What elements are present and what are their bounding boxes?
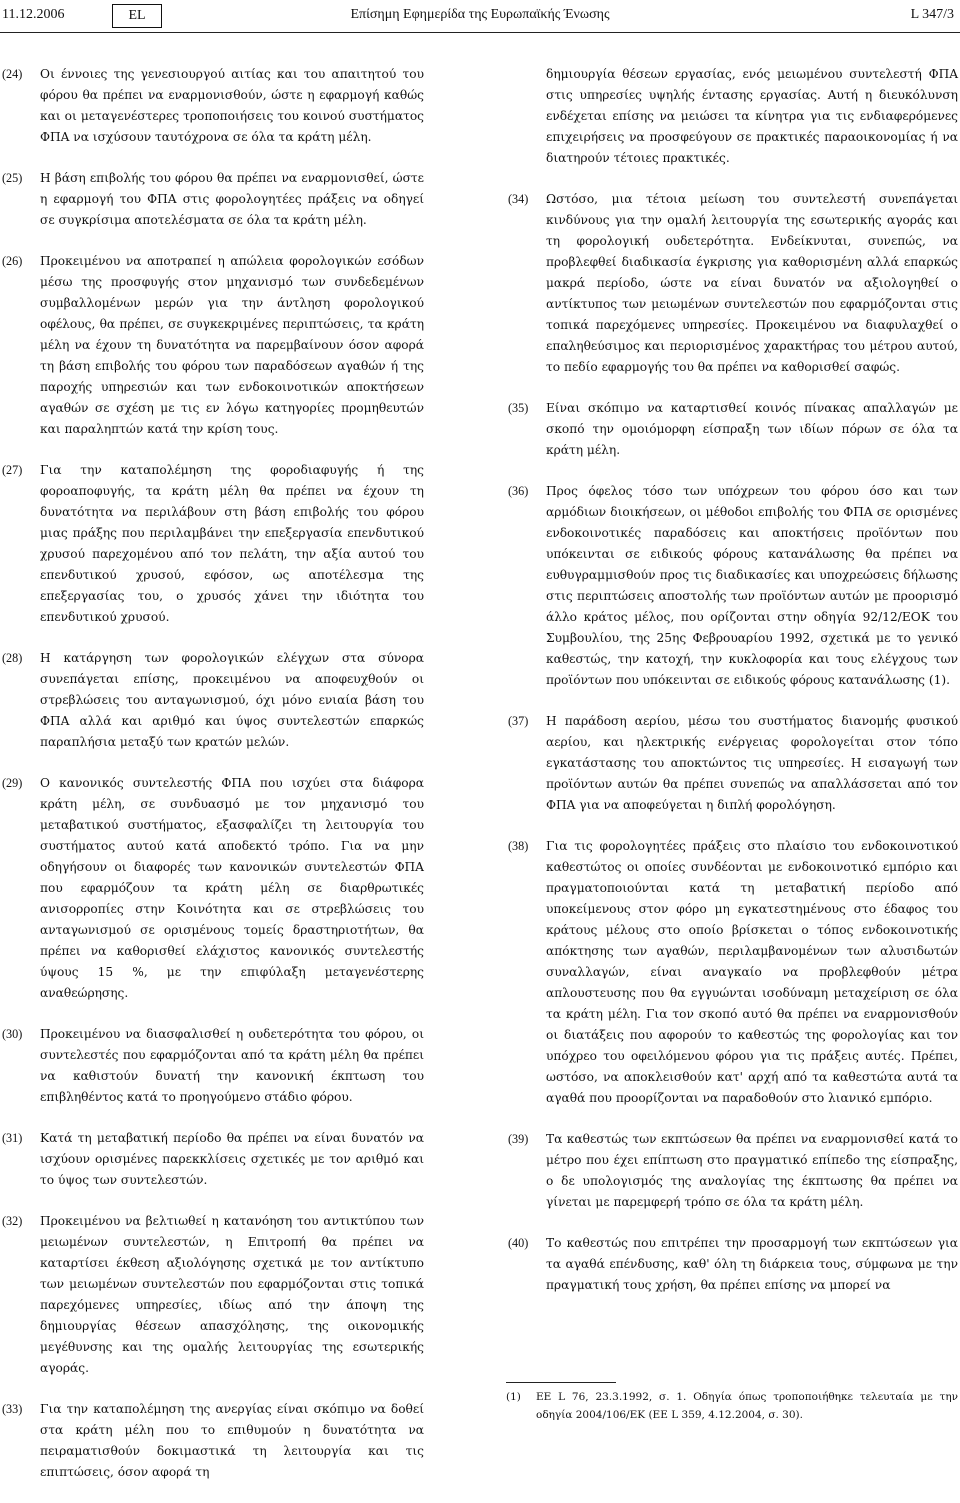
page-number: L 347/3: [910, 7, 954, 22]
recital-text: Η βάση επιβολής του φόρου θα πρέπει να εναρμονισθεί, ώστε η εφαρμογή του ΦΠΑ στις φορολογητέες πράξεις να οδηγεί σε συγκρίσιμα αποτελέσματα σε όλα τα κράτη μέλη.: [40, 171, 424, 227]
recital-text: Για την καταπολέμηση της ανεργίας είναι σκόπιμο να δοθεί στα κράτη μέλη που το επιθυμούν η δυνατότητα να πειραματισθούν δοκιμαστικά τη λειτουργία και τις επιπτώσεις, όσον αφορά τη: [40, 1402, 424, 1479]
recital-text: Το καθεστώς που επιτρέπει την προσαρμογή των εκπτώσεων για τα αγαθά επένδυσης, καθ' όλη τη διάρκεια τους, σύμφωνα με την πραγματική τους χρήση, θα πρέπει επίσης να μπορεί να: [546, 1236, 958, 1292]
recital-text: Η κατάργηση των φορολογικών ελέγχων στα σύνορα συνεπάγεται επίσης, προκειμένου να αποφευχθούν οι στρεβλώσεις του ανταγωνισμού, όχι μόνο ενιαία βάση του ΦΠΑ αλλά και αριθμό και ύψος συντελεστών επαρκώς παραπλήσια μεταξύ των κρατών μελών.: [40, 651, 424, 749]
recital: [0, 460, 424, 628]
recital: [0, 1024, 424, 1108]
recital: [506, 189, 958, 378]
footnote: [506, 1388, 958, 1424]
recital: [0, 1211, 424, 1379]
recital-number: (29): [2, 776, 23, 790]
recital-number: (33): [2, 1402, 23, 1416]
recital: [506, 1129, 958, 1213]
recital-number: (32): [2, 1214, 23, 1228]
recital-number: (36): [508, 484, 529, 498]
recital-text: Προκειμένου να αποτραπεί η απώλεια φορολογικών εσόδων μέσω της προσφυγής στον μηχανισμό των συνδεδεμένων συμβαλλομένων μερών για την άντληση φορολογικού οφέλους, θα πρέπει, σε συγκεκριμένες περιπτώσεις, τα κράτη μέλη να έχουν τη δυνατότητα να παρεμβαίνουν όσον αφορά τη βάση επιβολής του φόρου των παραδόσεων αγαθών ή της παροχής υπηρεσιών και των ενδοκοινοτικών αποκτήσεων αγαθών σε σχέση με τις εν λόγω κατηγορίες προμηθευτών και παραληπτών κατά την κρίση τους.: [40, 254, 424, 436]
journal-title: Επίσημη Εφημερίδα της Ευρωπαϊκής Ένωσης: [350, 7, 610, 22]
recital: [0, 773, 424, 1004]
recital: [0, 251, 424, 440]
recital-number: (37): [508, 714, 529, 728]
recital-text: Προκειμένου να διασφαλισθεί η ουδετερότητα του φόρου, οι συντελεστές που εφαρμόζονται από τα κράτη μέλη θα πρέπει να καθιστούν δυνατή την κανονική έκπτωση του επιβληθέντος κατά το προηγούμενο στάδιο φόρου.: [40, 1027, 424, 1104]
recital: [0, 168, 424, 231]
recital: [0, 648, 424, 753]
recital-text: Η παράδοση αερίου, μέσω του συστήματος διανομής φυσικού αερίου, και ηλεκτρικής ενέργειας φορολογείται στον τόπο εγκατάστασης του αποκτώντος τις υπηρεσίες. Η εισαγωγή των προϊόντων αυτών θα πρέπει συνεπώς να απαλλάσσεται από τον ΦΠΑ για να αποφεύγεται η διπλή φορολόγηση.: [546, 714, 958, 812]
publication-date: 11.12.2006: [2, 7, 65, 22]
recital-text: Κατά τη μεταβατική περίοδο θα πρέπει να είναι δυνατόν να ισχύουν ορισμένες παρεκκλίσεις σχετικές με τον αριθμό και το ύψος των συντελεστών.: [40, 1131, 424, 1187]
recital-text: Οι έννοιες της γενεσιουργού αιτίας και του απαιτητού του φόρου θα πρέπει να εναρμονισθούν, ώστε η εφαρμογή καθώς και οι μεταγενέστερες τροποποιήσεις του κοινού συστήματος ΦΠΑ να ισχύσουν ταυτόχρονα σε όλα τα κράτη μέλη.: [40, 67, 424, 144]
recital-number: (34): [508, 192, 529, 206]
recital: [0, 64, 424, 148]
recital-number: (24): [2, 67, 23, 81]
recital-text: Ο κανονικός συντελεστής ΦΠΑ που ισχύει στα διάφορα κράτη μέλη, σε συνδυασμό με τον μηχανισμό του μεταβατικού συστήματος, εξασφαλίζει τη λειτουργία του συστήματος αυτού κατά αποδεκτό τρόπο. Για να μην οδηγήσουν οι διαφορές των κανονικών συντελεστών ΦΠΑ που εφαρμόζουν τα κράτη μέλη σε διαρθρωτικές ανισορροπίες στην Κοινότητα και σε στρεβλώσεις του ανταγωνισμού σε ορισμένους τομείς δραστηριοτήτων, θα πρέπει να καθορισθεί ελάχιστος κανονικός συντελεστής ύψους 15 %, με την επιφύλαξη μεταγενέστερης αναθεώρησης.: [40, 776, 424, 1000]
recital: [506, 836, 958, 1109]
recital-text: Είναι σκόπιμο να καταρτισθεί κοινός πίνακας απαλλαγών με σκοπό την ομοιόμορφη είσπραξη των ιδίων πόρων σε όλα τα κράτη μέλη.: [546, 401, 958, 457]
recital-number: (28): [2, 651, 23, 665]
recital-text: Για τις φορολογητέες πράξεις στο πλαίσιο του ενδοκοινοτικού καθεστώτος οι οποίες συνδέονται με ενδοκοινοτικό εμπόριο και πραγματοποιούνται κατά τη μεταβατική περίοδο από υποκείμενους στον φόρο μη εγκατεστημένους στο έδαφος του κράτους μέλους στο οποίο βρίσκεται ο τόπος ενδοκοινοτικής απόκτησης των αγαθών, περιλαμβανομένων των αλυσιδωτών συναλλαγών, είναι αναγκαίο να προβλεφθούν μέτρα απλουστευσης που θα εγγυώνται ισοδύναμη μεταχείριση σε όλα τα κράτη μέλη. Για τον σκοπό αυτό θα πρέπει να εναρμονισθούν οι διατάξεις που αφορούν το καθεστώς της φορολογίας και τον υπόχρεο του οφειλόμενου φόρου για τις πράξεις αυτές. Πρέπει, ωστόσο, να αποκλεισθούν κατ' αρχή από τα καθεστώτα αυτά τα αγαθά που προορίζονται να παραδοθούν στο λιανικό εμπόριο.: [546, 839, 958, 1105]
recital-number: (40): [508, 1236, 529, 1250]
recital-number: (35): [508, 401, 529, 415]
footnote-rule: [506, 1382, 616, 1383]
recital-number: (25): [2, 171, 23, 185]
recital: [506, 1233, 958, 1296]
left-column: [0, 64, 424, 1503]
recital: [506, 481, 958, 691]
recital-text: Προκειμένου να βελτιωθεί η κατανόηση του αντικτύπου των μειωμένων συντελεστών, η Επιτροπή θα πρέπει να καταρτίσει έκθεση αξιολόγησης σχετικά με τον αντίκτυπο των μειωμένων συντελεστών που εφαρμόζονται στις τοπικά παρεχόμενες υπηρεσίες, ιδίως από την άποψη της δημιουργίας θέσεων απασχόλησης, της οικονομικής μεγέθυνσης και της ομαλής λειτουργίας της εσωτερικής αγοράς.: [40, 1214, 424, 1375]
footnote-text: ΕΕ L 76, 23.3.1992, σ. 1. Οδηγία όπως τροποποιήθηκε τελευταία με την οδηγία 2004/106/ΕΚ (ΕΕ L 359, 4.12.2004, σ. 30).: [536, 1391, 958, 1421]
recital-number: (39): [508, 1132, 529, 1146]
page-header: [0, 0, 960, 40]
header-rule: [0, 32, 960, 33]
recital: [0, 1399, 424, 1483]
right-column: [506, 64, 958, 1316]
recital: [506, 398, 958, 461]
recital-number: (38): [508, 839, 529, 853]
recital: [506, 711, 958, 816]
recital-number: (31): [2, 1131, 23, 1145]
language-badge: EL: [112, 4, 162, 28]
recital-text: Για την καταπολέμηση της φοροδιαφυγής ή της φοροαποφυγής, τα κράτη μέλη θα πρέπει να έχουν τη δυνατότητα να περιλάβουν στη βάση επιβολής του φόρου μιας πράξης που περιλαμβάνει την επεξεργασία επενδυτικού χρυσού παρεχομένου από τον πελάτη, την αξία αυτού του επενδυτικού χρυσού, εφόσον, ως αποτέλεσμα της επεξεργασίας του, ο χρυσός χάνει την ιδιότητα του επενδυτικού χρυσού.: [40, 463, 424, 624]
recital-number: (26): [2, 254, 23, 268]
recital-text: Ωστόσο, μια τέτοια μείωση του συντελεστή συνεπάγεται κινδύνους για την ομαλή λειτουργία της εσωτερικής αγοράς και τη φορολογική ουδετερότητα. Ενδείκνυται, συνεπώς, να προβλεφθεί διαδικασία έγκρισης για καθορισμένη αλλά επαρκώς μακρά περίοδο, ώστε να είναι δυνατόν να αξιολογηθεί ο αντίκτυπος των μειωμένων συντελεστών που εφαρμόζονται στις τοπικά παρεχόμενες υπηρεσίες. Προκειμένου να διαφυλαχθεί ο επαληθεύσιμος και περιορισμένος χαρακτήρας του μέτρου αυτού, το πεδίο εφαρμογής του θα πρέπει να καθορισθεί σαφώς.: [546, 192, 958, 374]
recital-continuation: δημιουργία θέσεων εργασίας, ενός μειωμένου συντελεστή ΦΠΑ στις υπηρεσίες υψηλής έντασης εργασίας. Αυτή η διευκόλυνση ενδέχεται επίσης να μειώσει τα κίνητρα για τις ενδιαφερόμενες επιχειρήσεις να προσφεύγουν σε πρακτικές παραοικονομίας ή να διατηρούν τέτοιες πρακτικές.: [546, 67, 958, 165]
recital-text: Τα καθεστώς των εκπτώσεων θα πρέπει να εναρμονισθεί κατά το μέτρο που έχει επίπτωση στο πραγματικό επίπεδο της είσπραξης, ο δε υπολογισμός της αναλογίας της έκπτωσης θα πρέπει να γίνεται με παρεμφερή τρόπο σε όλα τα κράτη μέλη.: [546, 1132, 958, 1209]
recital-text: Προς όφελος τόσο των υπόχρεων του φόρου όσο και των αρμόδιων διοικήσεων, οι μέθοδοι επιβολής του ΦΠΑ σε ορισμένες ενδοκοινοτικές παραδόσεις και αποκτήσεις προϊόντων που υπόκεινται σε ειδικούς φόρους κατανάλωσης θα πρέπει να ευθυγραμμισθούν προς τις διαδικασίες και υποχρεώσεις δήλωσης στις περιπτώσεις αποστολής των προϊόντων αυτών με προορισμό άλλο κράτος μέλος, που ορίζονται στην οδηγία 92/12/ΕΟΚ του Συμβουλίου, της 25ης Φεβρουαρίου 1992, σχετικά με το γενικό καθεστώς, την κατοχή, την κυκλοφορία και τους ελέγχους των προϊόντων που υπόκεινται σε ειδικούς φόρους κατανάλωσης (1).: [546, 484, 958, 687]
recital-number: (27): [2, 463, 23, 477]
recital-number: (30): [2, 1027, 23, 1041]
recital: [0, 1128, 424, 1191]
footnote-number: (1): [506, 1391, 521, 1403]
